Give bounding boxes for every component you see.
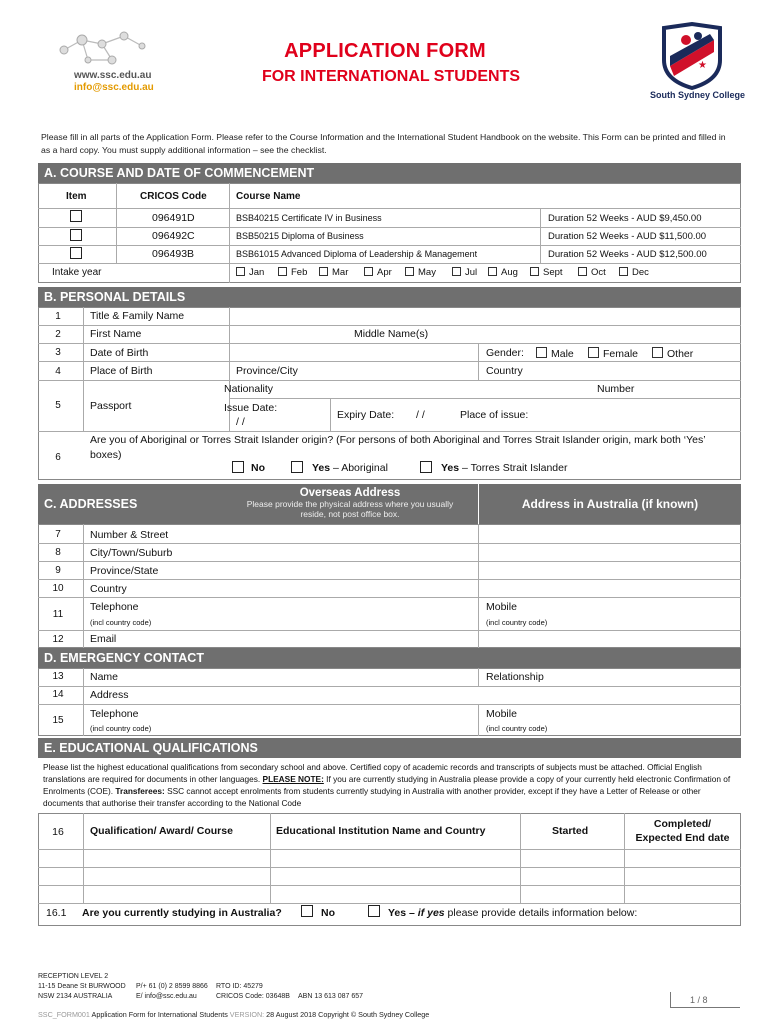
col-started-header: Started xyxy=(552,825,589,837)
relationship-label: Relationship xyxy=(486,671,544,683)
section-e-heading: E. EDUCATIONAL QUALIFICATIONS xyxy=(38,738,741,758)
city-label: City/Town/Suburb xyxy=(90,547,173,559)
title-family-label: Title & Family Name xyxy=(90,310,185,322)
issue-date-slashes: / / xyxy=(236,416,245,428)
course-2-checkbox[interactable] xyxy=(70,229,82,241)
gender-label: Gender: xyxy=(486,347,524,359)
province-state-label: Province/State xyxy=(90,565,159,577)
month-dec[interactable]: Dec xyxy=(619,267,649,278)
col-institution-header: Educational Institution Name and Country xyxy=(276,825,486,837)
row-number: 11 xyxy=(52,609,64,620)
row-number: 16.1 xyxy=(46,907,67,919)
month-aug[interactable]: Aug xyxy=(488,267,518,278)
footer-abn: ABN 13 613 087 657 xyxy=(298,993,363,1000)
section-b-heading: B. PERSONAL DETAILS xyxy=(38,287,741,307)
row-number: 7 xyxy=(55,529,61,540)
col-qualification-header: Qualification/ Award/ Course xyxy=(90,825,233,837)
month-jan[interactable]: Jan xyxy=(236,267,264,278)
col-cricos-header: CRICOS Code xyxy=(140,191,207,202)
checkbox-icon xyxy=(488,267,497,276)
footer-rto: RTO ID: 45279 CRICOS Code: 03648B xyxy=(216,983,290,1000)
aboriginal-no-label: No xyxy=(251,462,265,474)
checkbox-icon xyxy=(588,347,599,358)
checkbox-icon xyxy=(278,267,287,276)
footer-contact: P/+ 61 (0) 2 8599 8866 E/ info@ssc.edu.au xyxy=(136,983,208,1000)
intro-text: Please fill in all parts of the Application Form. Please refer to the Course Information and the International Student Handbook on the website. This Form can be printed and filled in as a hard copy. You must supply additional information – see the checklist. xyxy=(41,132,726,155)
col-course-header: Course Name xyxy=(236,191,301,202)
row-number: 10 xyxy=(52,583,64,594)
country-label: Country xyxy=(486,365,523,377)
website-link[interactable]: www.ssc.edu.au xyxy=(74,70,152,81)
month-feb[interactable]: Feb xyxy=(278,267,307,278)
row-number: 2 xyxy=(55,329,61,340)
aboriginal-question: Are you of Aboriginal or Torres Strait Islander origin? (For persons of both Aboriginal and Torres Strait Islander origin, mark both ‘Yes’ boxes) xyxy=(90,434,706,461)
row-number: 16 xyxy=(52,826,64,838)
col-item-header: Item xyxy=(66,191,87,202)
page-number: 1 / 8 xyxy=(690,995,708,1005)
torres-yes-checkbox[interactable] xyxy=(420,461,432,473)
contact-mobile-label: Mobile xyxy=(486,708,517,720)
checkbox-icon xyxy=(530,267,539,276)
course-2-name: BSB50215 Diploma of Business xyxy=(236,231,364,241)
overseas-note: Please provide the physical address where you usually reside, not post office box. xyxy=(246,499,454,519)
checkbox-icon xyxy=(405,267,414,276)
contact-name-label: Name xyxy=(90,671,119,683)
college-crest-icon xyxy=(660,22,724,90)
passport-number-label: Number xyxy=(597,383,635,395)
page-subtitle: FOR INTERNATIONAL STUDENTS xyxy=(261,68,521,85)
email-label: Email xyxy=(90,633,117,645)
checkbox-icon xyxy=(452,267,461,276)
row-number: 1 xyxy=(55,311,61,322)
month-may[interactable]: May xyxy=(405,267,436,278)
aboriginal-yes-label: Yes – Aboriginal xyxy=(312,462,388,474)
course-3-name: BSB61015 Advanced Diploma of Leadership & Management xyxy=(236,249,478,259)
checkbox-icon xyxy=(319,267,328,276)
row-number: 3 xyxy=(55,347,61,358)
overseas-address-header xyxy=(222,484,478,524)
contact-address-label: Address xyxy=(90,689,129,701)
telephone-label: Telephone xyxy=(90,601,139,613)
checkbox-icon xyxy=(536,347,547,358)
row-number: 14 xyxy=(52,689,64,700)
intake-year-label: Intake year xyxy=(52,267,102,278)
checkbox-icon xyxy=(619,267,628,276)
contact-telephone-label: Telephone xyxy=(90,708,139,720)
incl-country-code-note: (incl country code) xyxy=(90,724,152,733)
course-3-code: 096493B xyxy=(152,248,195,260)
course-1-code: 096491D xyxy=(152,212,195,224)
col-completed-header: Completed/ Expected End date xyxy=(635,818,730,844)
issue-date-label: Issue Date: xyxy=(224,402,278,414)
studying-no-label: No xyxy=(321,907,335,919)
course-3-checkbox[interactable] xyxy=(70,247,82,259)
gender-female[interactable]: Female xyxy=(588,347,638,360)
studying-question: Are you currently studying in Australia? xyxy=(82,907,282,919)
footer-address: RECEPTION LEVEL 2 11-15 Deane St BURWOOD NSW 2134 AUSTRALIA xyxy=(38,973,126,1000)
first-name-label: First Name xyxy=(90,328,142,340)
course-1-name: BSB40215 Certificate IV in Business xyxy=(236,213,382,223)
month-mar[interactable]: Mar xyxy=(319,267,348,278)
course-3-duration: Duration 52 Weeks - AUD $12,500.00 xyxy=(548,249,707,260)
row-number: 8 xyxy=(55,547,61,558)
province-city-label: Province/City xyxy=(236,365,298,377)
overseas-title: Overseas Address xyxy=(299,487,401,499)
row-number: 13 xyxy=(52,671,64,682)
nationality-label: Nationality xyxy=(224,383,274,395)
checkbox-icon xyxy=(652,347,663,358)
country-label: Country xyxy=(90,583,127,595)
month-jul[interactable]: Jul xyxy=(452,267,477,278)
row-number: 9 xyxy=(55,565,61,576)
aboriginal-yes-checkbox[interactable] xyxy=(291,461,303,473)
email-link[interactable]: info@ssc.edu.au xyxy=(74,82,154,93)
section-c-heading: C. ADDRESSES xyxy=(38,484,222,524)
footer-form-info: SSC_FORM001 Application Form for International Students VERSION: 28 August 2018 Copyright © South Sydney College xyxy=(38,1010,430,1019)
middle-names-label: Middle Name(s) xyxy=(354,328,429,340)
page-title: APPLICATION FORM xyxy=(284,40,486,62)
section-d-heading: D. EMERGENCY CONTACT xyxy=(38,648,741,668)
row-number: 4 xyxy=(55,366,61,377)
expiry-date-label: Expiry Date: xyxy=(337,409,395,421)
mobile-label: Mobile xyxy=(486,601,517,613)
checkbox-icon xyxy=(364,267,373,276)
row-number: 15 xyxy=(52,715,64,726)
number-street-label: Number & Street xyxy=(90,529,169,541)
month-oct[interactable]: Oct xyxy=(578,267,606,278)
dob-label: Date of Birth xyxy=(90,347,149,359)
section-a-heading: A. COURSE AND DATE OF COMMENCEMENT xyxy=(38,163,741,183)
month-sept[interactable]: Sept xyxy=(530,267,563,278)
checkbox-icon xyxy=(578,267,587,276)
college-name: South Sydney College xyxy=(650,90,746,100)
svg-text:★: ★ xyxy=(698,60,707,71)
course-2-duration: Duration 52 Weeks - AUD $11,500.00 xyxy=(548,231,707,242)
incl-country-code-note: (incl country code) xyxy=(486,724,548,733)
row-number: 5 xyxy=(55,400,61,411)
torres-yes-label: Yes – Torres Strait Islander xyxy=(441,462,568,474)
gender-other[interactable]: Other xyxy=(652,347,693,360)
expiry-date-slashes: / / xyxy=(416,409,425,421)
row-number: 6 xyxy=(55,452,61,463)
education-instructions: Please list the highest educational qualifications from secondary school and above. Certified copy of academic records and transcripts of subjects must be attached. Official English translations are required for documents in other languages. PLEASE NOTE: If you are currently studying in Australia please provide a copy of your currently held electronic Confirmation of Enrolments (COE). Transferees: SSC cannot accept enrolments from students currently studying in Australia with another provider, except if they have a Letter of Release or other documents that authorise their transfer according to the National Code xyxy=(43,762,731,808)
studying-yes-label: Yes – if yes please provide details information below: xyxy=(388,907,638,919)
course-2-code: 096492C xyxy=(152,230,195,242)
place-of-birth-label: Place of Birth xyxy=(90,365,153,377)
month-apr[interactable]: Apr xyxy=(364,267,392,278)
checkbox-icon xyxy=(236,267,245,276)
gender-male[interactable]: Male xyxy=(536,347,574,360)
passport-label: Passport xyxy=(90,400,132,412)
incl-country-code-note: (incl country code) xyxy=(90,618,152,627)
australia-address-header: Address in Australia (if known) xyxy=(478,484,741,524)
studying-no-checkbox[interactable] xyxy=(301,905,313,917)
aboriginal-no-checkbox[interactable] xyxy=(232,461,244,473)
course-1-checkbox[interactable] xyxy=(70,210,82,222)
incl-country-code-note: (incl country code) xyxy=(486,618,548,627)
row-number: 12 xyxy=(52,634,64,645)
place-of-issue-label: Place of issue: xyxy=(460,409,529,421)
studying-yes-checkbox[interactable] xyxy=(368,905,380,917)
course-1-duration: Duration 52 Weeks - AUD $9,450.00 xyxy=(548,213,702,224)
